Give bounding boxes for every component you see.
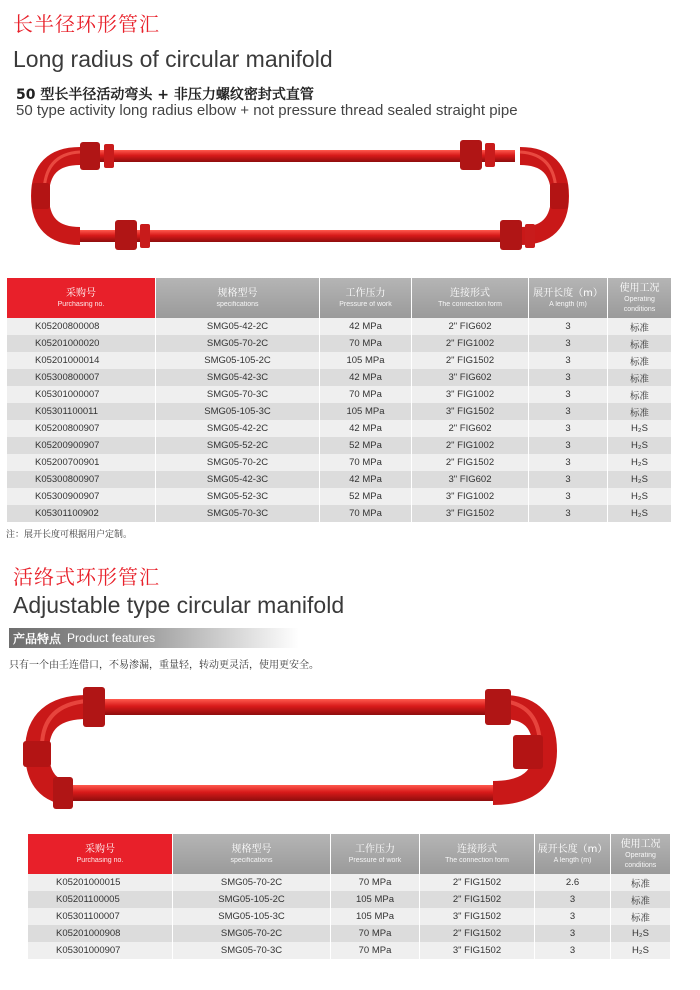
purchasing-no-cell: K05200800907 — [7, 420, 155, 437]
table-row — [7, 335, 671, 352]
header-connection-form: 连接形式 The connection form — [412, 278, 528, 318]
pressure-cell: 70 MPa — [320, 386, 411, 403]
pressure-cell: 70 MPa — [320, 454, 411, 471]
purchasing-no-cell: K05301100007 — [28, 908, 172, 925]
purchasing-no-cell: K05200900907 — [7, 437, 155, 454]
condition-cell: H₂S — [611, 925, 670, 942]
table-header-row — [7, 278, 671, 318]
header-operating-conditions: 使用工况 Operating conditions — [611, 834, 670, 874]
length-customization-note: 注：展开长度可根据用户定制。 — [6, 530, 133, 540]
header-work-pressure: 工作压力 Pressure of work — [320, 278, 411, 318]
section1-subtitle-cn: 50 型长半径活动弯头 + 非压力螺纹密封式直管 — [16, 87, 314, 103]
pressure-cell: 70 MPa — [331, 925, 419, 942]
connection-cell: 2" FIG1502 — [412, 454, 528, 471]
spec-cell: SMG05-42-3C — [156, 471, 319, 488]
connection-cell: 2" FIG1502 — [412, 352, 528, 369]
spec-cell: SMG05-42-2C — [156, 420, 319, 437]
pressure-cell: 105 MPa — [320, 352, 411, 369]
condition-cell: H₂S — [608, 505, 671, 522]
header-connection-form: 连接形式 The connection form — [420, 834, 534, 874]
length-cell: 3 — [529, 335, 607, 352]
connection-cell: 3" FIG1002 — [412, 488, 528, 505]
length-cell: 3 — [529, 318, 607, 335]
length-cell: 3 — [529, 437, 607, 454]
header-specifications: 规格型号 specifications — [156, 278, 319, 318]
spec-table-2 — [27, 834, 671, 959]
connection-cell: 3" FIG1502 — [412, 505, 528, 522]
length-cell: 3 — [535, 891, 610, 908]
table-row — [7, 505, 671, 522]
condition-cell: H₂S — [608, 437, 671, 454]
length-cell: 3 — [529, 386, 607, 403]
table-row — [28, 908, 670, 925]
long-radius-manifold-image — [20, 128, 580, 268]
spec-cell: SMG05-70-2C — [173, 925, 330, 942]
pressure-cell: 70 MPa — [320, 335, 411, 352]
length-cell: 3 — [535, 942, 610, 959]
section1-title-en: Long radius of circular manifold — [13, 46, 333, 72]
connection-cell: 2" FIG602 — [412, 318, 528, 335]
connection-cell: 3" FIG1502 — [420, 908, 534, 925]
header-operating-conditions: 使用工况 Operating conditions — [608, 278, 671, 318]
purchasing-no-cell: K05200700901 — [7, 454, 155, 471]
table-row — [7, 369, 671, 386]
condition-cell: 标准 — [608, 386, 671, 403]
connection-cell: 3" FIG1002 — [412, 386, 528, 403]
purchasing-no-cell: K05301000907 — [28, 942, 172, 959]
product-features-label-cn: 产品特点 — [13, 631, 62, 646]
length-cell: 3 — [529, 454, 607, 471]
pressure-cell: 105 MPa — [331, 908, 419, 925]
purchasing-no-cell: K05201000015 — [28, 874, 172, 891]
length-cell: 3 — [529, 488, 607, 505]
purchasing-no-cell: K05201000020 — [7, 335, 155, 352]
table-header-row — [28, 834, 670, 874]
table-row — [7, 318, 671, 335]
pressure-cell: 52 MPa — [320, 488, 411, 505]
length-cell: 3 — [535, 925, 610, 942]
pressure-cell: 42 MPa — [320, 420, 411, 437]
purchasing-no-cell: K05300900907 — [7, 488, 155, 505]
product-features-bar — [9, 628, 299, 648]
length-cell: 3 — [529, 403, 607, 420]
header-work-pressure: 工作压力 Pressure of work — [331, 834, 419, 874]
length-cell: 3 — [529, 369, 607, 386]
table-row — [28, 891, 670, 908]
spec-cell: SMG05-105-2C — [173, 891, 330, 908]
length-cell: 2.6 — [535, 874, 610, 891]
table-row — [7, 437, 671, 454]
length-cell: 3 — [529, 420, 607, 437]
purchasing-no-cell: K05201000908 — [28, 925, 172, 942]
table-row — [7, 488, 671, 505]
connection-cell: 2" FIG1502 — [420, 874, 534, 891]
length-cell: 3 — [529, 505, 607, 522]
purchasing-no-cell: K05300800907 — [7, 471, 155, 488]
condition-cell: H₂S — [611, 942, 670, 959]
condition-cell: 标准 — [608, 318, 671, 335]
pressure-cell: 70 MPa — [331, 874, 419, 891]
spec-cell: SMG05-52-2C — [156, 437, 319, 454]
spec-cell: SMG05-42-2C — [156, 318, 319, 335]
pressure-cell: 42 MPa — [320, 471, 411, 488]
header-purchasing-no: 采购号 Purchasing no. — [7, 278, 155, 318]
spec-cell: SMG05-70-3C — [156, 505, 319, 522]
spec-cell: SMG05-70-2C — [156, 454, 319, 471]
table-row — [7, 403, 671, 420]
spec-cell: SMG05-70-3C — [156, 386, 319, 403]
pressure-cell: 52 MPa — [320, 437, 411, 454]
length-cell: 3 — [529, 352, 607, 369]
pressure-cell: 70 MPa — [331, 942, 419, 959]
table-row — [28, 942, 670, 959]
connection-cell: 3" FIG1502 — [412, 403, 528, 420]
length-cell: 3 — [529, 471, 607, 488]
pressure-cell: 42 MPa — [320, 369, 411, 386]
pressure-cell: 105 MPa — [331, 891, 419, 908]
purchasing-no-cell: K05301100902 — [7, 505, 155, 522]
condition-cell: H₂S — [608, 454, 671, 471]
table-row — [7, 420, 671, 437]
spec-cell: SMG05-105-2C — [156, 352, 319, 369]
table-row — [7, 471, 671, 488]
spec-table-1 — [6, 278, 672, 522]
length-cell: 3 — [535, 908, 610, 925]
condition-cell: 标准 — [608, 403, 671, 420]
pressure-cell: 105 MPa — [320, 403, 411, 420]
connection-cell: 3" FIG1502 — [420, 942, 534, 959]
condition-cell: 标准 — [611, 891, 670, 908]
section1-subtitle-en: 50 type activity long radius elbow + not pressure thread sealed straight pipe — [16, 102, 518, 119]
section2-title-cn: 活络式环形管汇 — [13, 565, 160, 589]
purchasing-no-cell: K05201000014 — [7, 352, 155, 369]
table-row — [7, 386, 671, 403]
table-row — [28, 874, 670, 891]
table-row — [7, 352, 671, 369]
adjustable-manifold-image — [15, 675, 565, 825]
connection-cell: 2" FIG1002 — [412, 335, 528, 352]
header-length: 展开长度（m） A length (m) — [529, 278, 607, 318]
product-features-text: 只有一个由壬连借口，不易渗漏，重量轻，转动更灵活，使用更安全。 — [9, 660, 319, 671]
table-row — [28, 925, 670, 942]
header-purchasing-no: 采购号 Purchasing no. — [28, 834, 172, 874]
connection-cell: 2" FIG1002 — [412, 437, 528, 454]
section2-title-en: Adjustable type circular manifold — [13, 592, 345, 618]
connection-cell: 2" FIG1502 — [420, 891, 534, 908]
connection-cell: 3" FIG602 — [412, 471, 528, 488]
connection-cell: 3" FIG602 — [412, 369, 528, 386]
spec-cell: SMG05-105-3C — [173, 908, 330, 925]
purchasing-no-cell: K05301100011 — [7, 403, 155, 420]
condition-cell: H₂S — [608, 488, 671, 505]
purchasing-no-cell: K05300800007 — [7, 369, 155, 386]
condition-cell: 标准 — [611, 908, 670, 925]
spec-cell: SMG05-52-3C — [156, 488, 319, 505]
header-length: 展开长度（m） A length (m) — [535, 834, 610, 874]
spec-cell: SMG05-70-3C — [173, 942, 330, 959]
spec-cell: SMG05-105-3C — [156, 403, 319, 420]
condition-cell: 标准 — [608, 352, 671, 369]
condition-cell: H₂S — [608, 420, 671, 437]
header-specifications: 规格型号 specifications — [173, 834, 330, 874]
connection-cell: 2" FIG1502 — [420, 925, 534, 942]
spec-cell: SMG05-70-2C — [156, 335, 319, 352]
condition-cell: 标准 — [611, 874, 670, 891]
pressure-cell: 70 MPa — [320, 505, 411, 522]
connection-cell: 2" FIG602 — [412, 420, 528, 437]
condition-cell: 标准 — [608, 369, 671, 386]
product-features-label-en: Product features — [67, 631, 156, 645]
purchasing-no-cell: K05200800008 — [7, 318, 155, 335]
section1-title-cn: 长半径环形管汇 — [13, 12, 160, 36]
pressure-cell: 42 MPa — [320, 318, 411, 335]
spec-cell: SMG05-42-3C — [156, 369, 319, 386]
purchasing-no-cell: K05301000007 — [7, 386, 155, 403]
purchasing-no-cell: K05201100005 — [28, 891, 172, 908]
spec-cell: SMG05-70-2C — [173, 874, 330, 891]
condition-cell: H₂S — [608, 471, 671, 488]
table-row — [7, 454, 671, 471]
condition-cell: 标准 — [608, 335, 671, 352]
